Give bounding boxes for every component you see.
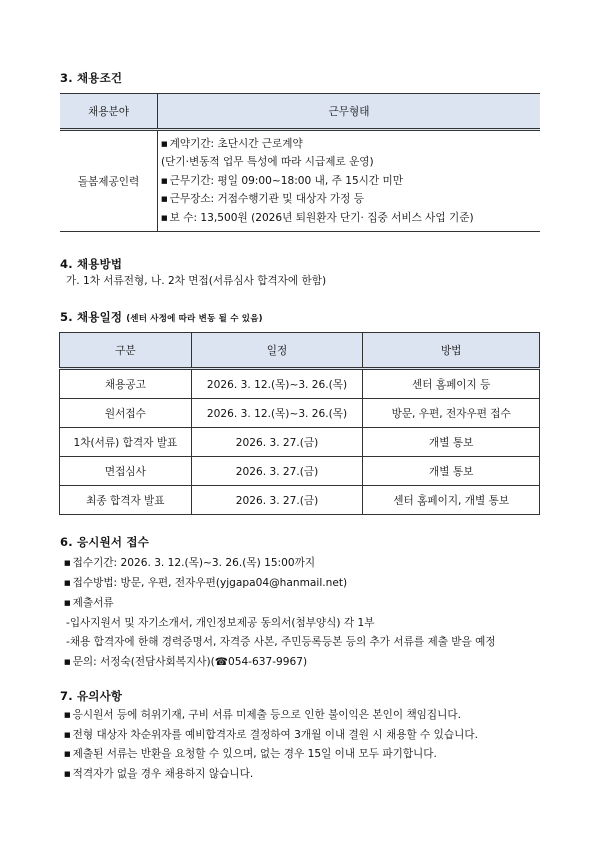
category-cell: 1차(서류) 합격자 발표 (60, 428, 192, 457)
section-5-note: (센터 사정에 따라 변동 될 수 있음) (126, 314, 263, 324)
list-item: ■ 응시원서 등에 허위기재, 구비 서류 미제출 등으로 인한 불이익은 본인이 책임집니다. (64, 707, 461, 722)
method-cell: 개별 통보 (363, 457, 540, 486)
category-cell: 최종 합격자 발표 (60, 486, 192, 515)
table-row (60, 486, 540, 515)
recruitment-method-text: 가. 1차 서류전형, 나. 2차 면접(서류심사 합격자에 한함) (66, 275, 327, 287)
table-row (60, 399, 540, 428)
schedule-cell: 2026. 3. 12.(목)~3. 26.(목) (191, 369, 363, 399)
condition-line: ■ 근무장소: 거점수행기관 및 대상자 가정 등 (158, 190, 540, 208)
table-header-row (60, 94, 540, 130)
section-4-title: 4. 채용방법 (60, 257, 123, 271)
condition-line: ■ 계약기간: 초단시간 근로계약 (158, 135, 540, 153)
category-cell: 원서접수 (60, 399, 192, 428)
table-row (60, 457, 540, 486)
schedule-cell: 2026. 3. 27.(금) (191, 457, 363, 486)
condition-line: (단기·변동적 업무 특성에 따라 시급제로 운영) (161, 156, 374, 169)
method-cell: 센터 홈페이지 등 (363, 369, 540, 399)
table-header-row (60, 333, 540, 369)
section-5-title (60, 309, 263, 325)
schedule-cell: 2026. 3. 27.(금) (191, 486, 363, 515)
section-7-title: 7. 유의사항 (60, 689, 123, 703)
list-item: ■ 제출된 서류는 반환을 요청할 수 있으며, 없는 경우 15일 이내 모두 파기합니다. (64, 746, 437, 761)
header-work-type: 근무형태 (158, 94, 541, 130)
table-row (60, 369, 540, 399)
section-5-title-text: 5. 채용일정 (60, 310, 123, 324)
conditions-cell (158, 130, 541, 232)
method-cell: 개별 통보 (363, 428, 540, 457)
table-row (60, 428, 540, 457)
header-schedule: 일정 (191, 333, 363, 369)
header-category: 구분 (60, 333, 192, 369)
field-cell: 돌봄제공인력 (60, 130, 158, 232)
list-item: ■ 적격자가 없을 경우 채용하지 않습니다. (64, 766, 253, 781)
method-cell: 센터 홈페이지, 개별 통보 (363, 486, 540, 515)
table-row (60, 130, 540, 232)
list-item: -입사지원서 및 자기소개서, 개인정보제공 동의서(첨부양식) 각 1부 (66, 617, 375, 629)
method-cell: 방문, 우편, 전자우편 접수 (363, 399, 540, 428)
header-method: 방법 (363, 333, 540, 369)
list-item: ■ 전형 대상자 차순위자를 예비합격자로 결정하여 3개월 이내 결원 시 채용할 수 있습니다. (64, 727, 478, 742)
employment-conditions-table (60, 93, 540, 232)
section-6-title: 6. 응시원서 접수 (60, 535, 150, 549)
schedule-table (59, 332, 540, 515)
list-item: ■ 제출서류 (64, 595, 114, 610)
list-item: -채용 합격자에 한해 경력증명서, 자격증 사본, 주민등록등본 등의 추가 서류를 제출 받을 예정 (66, 636, 496, 648)
condition-line: ■ 근무기간: 평일 09:00~18:00 내, 주 15시간 미만 (158, 172, 540, 190)
category-cell: 채용공고 (60, 369, 192, 399)
schedule-cell: 2026. 3. 27.(금) (191, 428, 363, 457)
condition-line: ■ 보 수: 13,500원 (2026년 퇴원환자 단기· 집중 서비스 사업 기준) (158, 209, 540, 227)
section-3-title: 3. 채용조건 (60, 71, 123, 85)
list-item: ■ 접수기간: 2026. 3. 12.(목)~3. 26.(목) 15:00까지 (64, 555, 315, 570)
list-item: ■ 문의: 서정숙(전담사회복지사)(☎054-637-9967) (64, 654, 307, 669)
category-cell: 면접심사 (60, 457, 192, 486)
header-field: 채용분야 (60, 94, 158, 130)
schedule-cell: 2026. 3. 12.(목)~3. 26.(목) (191, 399, 363, 428)
list-item: ■ 접수방법: 방문, 우편, 전자우편(yjgapa04@hanmail.net) (64, 575, 347, 590)
